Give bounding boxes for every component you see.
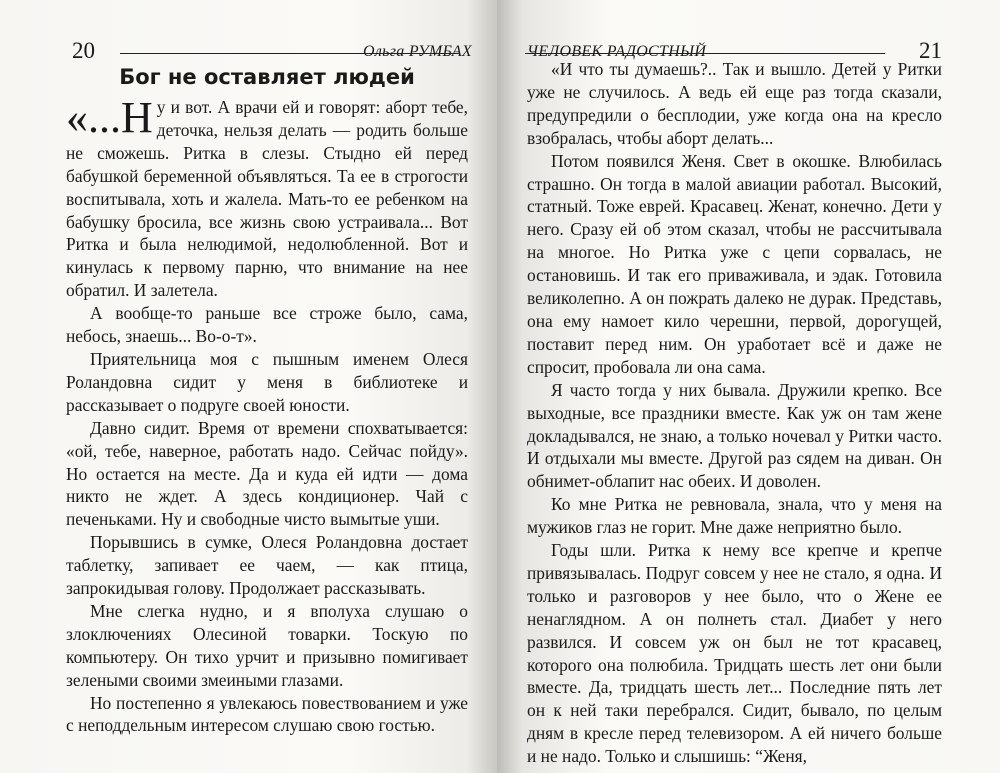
paragraph: Годы шли. Ритка к нему все крепче и крепче привязывалась. Подруг совсем у нее не стало, я одна. И только и разговоров у нее было, что о Жене ее ненаглядном. А он полнеть стал. Диабет у него развился. И совсем уж он был не тот красавец, которого она полюбила. Тридцать шесть лет они были вместе. Да, тридцать шесть лет... Последние пять лет он к ней таки перебрался. Сидит, бывало, по целым дням в кресле перед телевизором. А ей ничего больше и не надо. Только и слышишь: “Женя,: [527, 540, 942, 767]
right-page: [497, 0, 1000, 773]
paragraph: Мне слегка нудно, и я вполуха слушаю о злоключениях Олесиной товарки. Тоскую по компьютеру. Он тихо урчит и призывно помигивает зелеными своими змеиными глазами.: [66, 600, 468, 690]
right-page-text: [527, 58, 942, 768]
paragraph: Ко мне Ритка не ревновала, знала, что у меня на мужиков глаз не горит. Мне даже неприятно было.: [527, 494, 942, 538]
paragraph: Я часто тогда у них бывала. Дружили крепко. Все выходные, все праздники вместе. Как уж он там жене докладывался, не знаю, а только ночевал у Ритки часто. И отдыхали мы вместе. Другой раз сядем на диван. Он обнимет-облапит нас обеих. И доволен.: [527, 379, 942, 492]
opening-paragraph: [66, 93, 468, 302]
paragraph: «И что ты думаешь?.. Так и вышло. Детей у Ритки уже не случилось. А ведь ей еще раз тогда сказали, предупредили о бесплодии, уже когда она на кресло взобралась, чтобы аборт делать...: [527, 59, 942, 148]
left-running-title: Ольга РУМБАХ: [363, 43, 472, 60]
chapter-heading: Бог не оставляет людей: [119, 65, 415, 89]
left-page-number: 20: [72, 38, 95, 63]
drop-cap: «...Н: [66, 93, 153, 142]
opening-paragraph-text: у и вот. А врачи ей и говорят: аборт тебе, деточка, нельзя делать — родить больше не сможешь. Ритка в слезы. Стыдно ей перед бабушкой беременной объявляться. Та ее в строгости воспитывала, хоть и жалела. Мать-то ее ребенком на бабушку бросила, все жизнь свою устраивала... Вот Ритка и была нелюдимой, недолюбленной. Вот и кинулась к первому парню, что внимание на нее обратил. И залетела.: [66, 97, 468, 301]
paragraph: Приятельница моя с пышным именем Олеся Роландовна сидит у меня в библиотеке и рассказывает о подруге своей юности.: [66, 348, 468, 415]
right-running-title: ЧЕЛОВЕК РАДОСТНЫЙ: [527, 43, 707, 60]
paragraph: Но постепенно я увлекаюсь повествованием и уже с неподдельным интересом слушаю свою гостью.: [66, 692, 468, 736]
paragraph: Давно сидит. Время от времени спохватывается: «ой, тебе, наверное, работать надо. Сейчас пойду». Но остается на месте. Да и куда ей идти — дома никто не ждет. А здесь кондиционер. Чай с печеньками. Ну и свободные чисто вымытые уши.: [66, 417, 468, 530]
paragraph: Потом появился Женя. Свет в окошке. Влюбилась страшно. Он тогда в малой авиации работал. Высокий, статный. Тоже еврей. Красавец. Женат, конечно. Дети у него. Сразу ей об этом сказал, чтобы не рассчитывала на многое. Но Ритка уже с цепи сорвалась, не остановишь. И так его приваживала, и эдак. Готовила великолепно. А он пожрать далеко не дурак. Представь, она ему намоет кило черешни, первой, дорогущей, поставит перед ним. Он уработает всё и даже не спросит, пробовала ли она сама.: [527, 150, 942, 377]
left-page-text: [66, 58, 468, 737]
right-page-number: 21: [919, 38, 942, 63]
right-header-rule: [525, 53, 885, 54]
paragraph: А вообще-то раньше все строже было, сама, небось, знаешь... Во-о-т».: [66, 303, 468, 347]
left-header-rule: [120, 53, 460, 54]
paragraph: Порывшись в сумке, Олеся Роландовна достает таблетку, запивает ее чаем, — как птица, запрокидывая голову. Продолжает рассказывать.: [66, 532, 468, 599]
left-page: [0, 0, 497, 773]
